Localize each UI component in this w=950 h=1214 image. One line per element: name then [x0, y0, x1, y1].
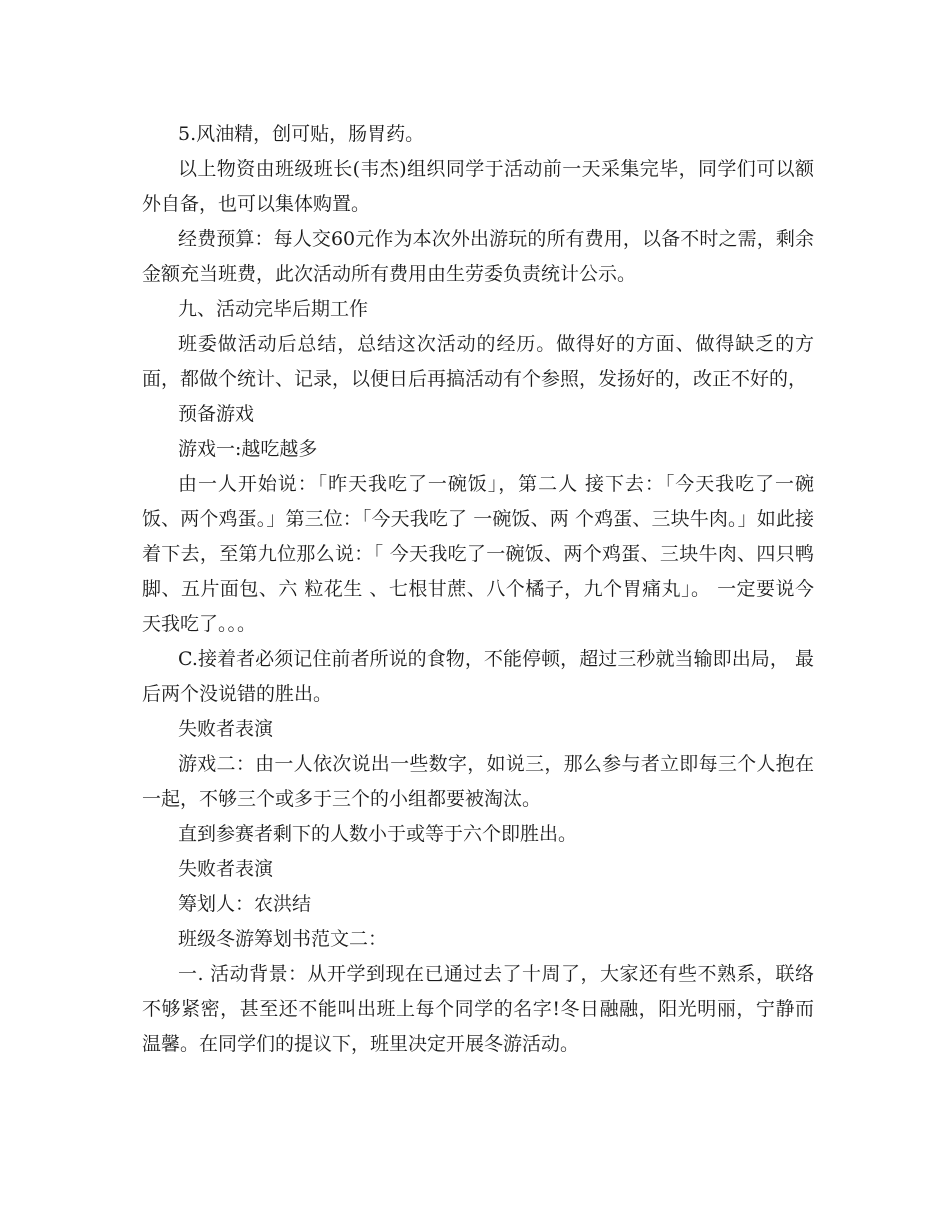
document-body — [142, 117, 814, 1062]
paragraph-game-one-rules: 由一人开始说：「昨天我吃了一碗饭」，第二人 接下去：「今天我吃了一碗饭、两个鸡蛋。」第三位：「今天我吃了 一碗饭、两 个鸡蛋、三块牛肉。」如此接着下去，至第九位那么说：「 今天我吃了一碗饭、两个鸡蛋、三块牛肉、四只鸭脚、五片面包、六 粒花生 、七根甘蔗、八个橘子，九个胃痛丸」。 一定要说今天我吃了。。。 — [142, 473, 814, 635]
paragraph-game-two-win: 直到参赛者剩下的人数小于或等于六个即胜出。 — [178, 823, 578, 845]
paragraph-loser-performance-2: 失败者表演 — [178, 858, 274, 880]
heading-games: 预备游戏 — [178, 403, 255, 425]
paragraph-game-one-elimination: C.接着者必须记住前者所说的食物，不能停顿，超过三秒就当输即出局， 最后两个没说错的胜出。 — [142, 648, 814, 705]
heading-sample-two: 班级冬游筹划书范文二： — [178, 928, 388, 950]
heading-game-one: 游戏一:越吃越多 — [178, 438, 318, 460]
heading-section-nine: 九、活动完毕后期工作 — [178, 298, 369, 320]
paragraph-supplies-note: 以上物资由班级班长(韦杰)组织同学于活动前一天采集完毕，同学们可以额外自备，也可以集体购置。 — [142, 158, 814, 215]
paragraph-activity-background: 一. 活动背景：从开学到现在已通过去了十周了，大家还有些不熟系，联络不够紧密，甚至还不能叫出班上每个同学的名字!冬日融融，阳光明丽，宁静而温馨。在同学们的提议下，班里决定开展冬游活动。 — [142, 963, 814, 1055]
paragraph-supplies-item-5: 5.风油精，创可贴，肠胃药。 — [178, 123, 425, 145]
paragraph-game-two: 游戏二：由一人依次说出一些数字，如说三，那么参与者立即每三个人抱在一起，不够三个或多于三个的小组都要被淘汰。 — [142, 753, 814, 810]
paragraph-summary: 班委做活动后总结，总结这次活动的经历。做得好的方面、做得缺乏的方面，都做个统计、记录，以便日后再搞活动有个参照，发扬好的，改正不好的， — [142, 333, 814, 390]
paragraph-budget: 经费预算：每人交60元作为本次外出游玩的所有费用，以备不时之需，剩余金额充当班费，此次活动所有费用由生劳委负责统计公示。 — [142, 228, 814, 285]
paragraph-planner: 筹划人：农洪结 — [178, 893, 312, 915]
paragraph-loser-performance: 失败者表演 — [178, 718, 274, 740]
